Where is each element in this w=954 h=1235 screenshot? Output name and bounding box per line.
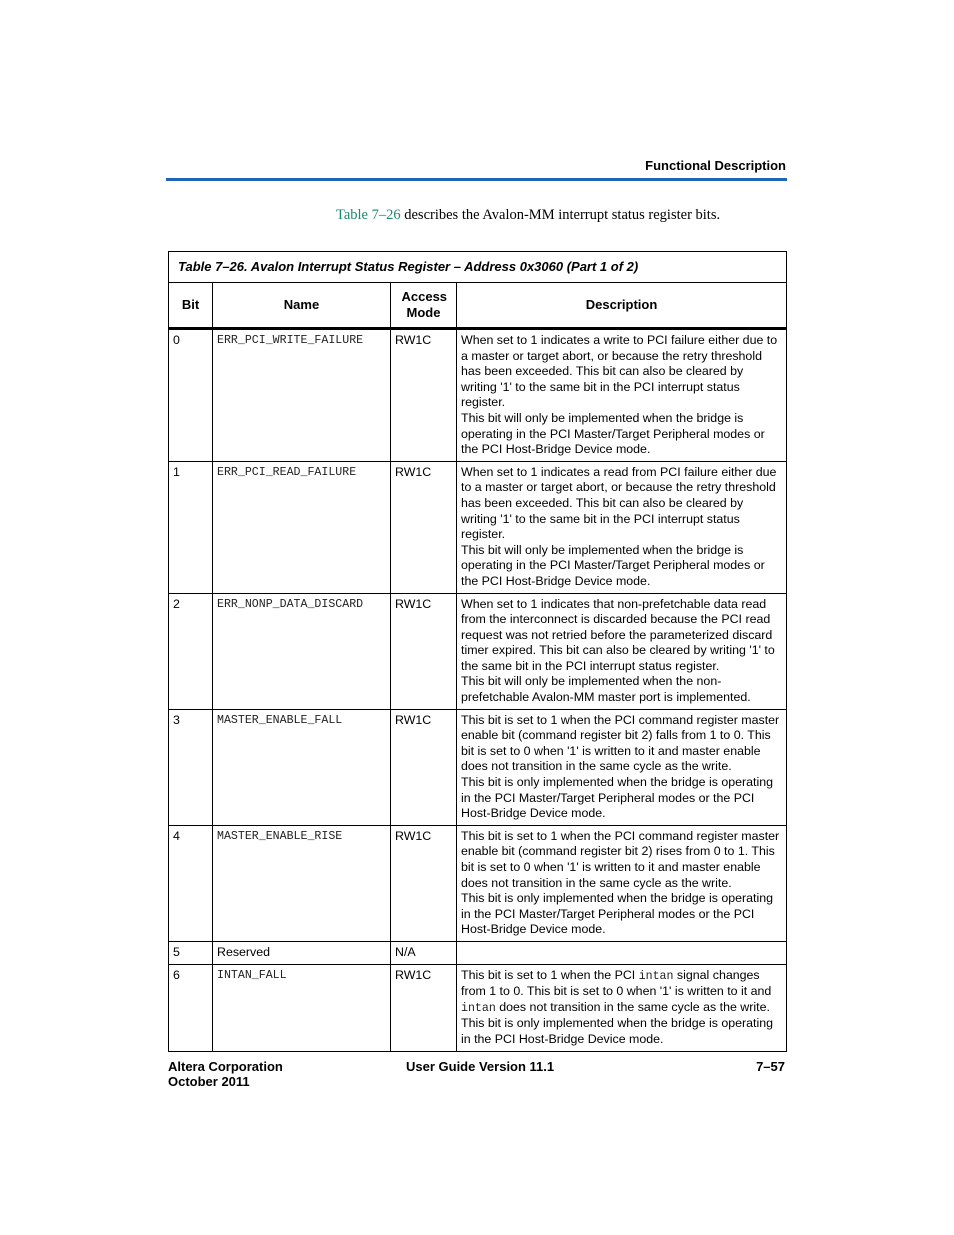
bit-cell: 0 xyxy=(169,329,213,462)
description-paragraph: This bit is only implemented when the bridge is operating in the PCI Master/Target Peripheral modes or the PCI Host-Bridge Device mode. xyxy=(461,891,773,937)
column-header-description: Description xyxy=(457,283,787,329)
description-paragraph: When set to 1 indicates that non-prefetchable data read from the interconnect is discarded because the PCI read request was not retried before the parameterized discard timer expired. This bit can also be cleared by writing '1' to the same bit in the PCI interrupt status register. xyxy=(461,596,775,673)
column-header-bit: Bit xyxy=(169,283,213,329)
name-cell: INTAN_FALL xyxy=(213,964,391,1051)
column-header-access-mode-label: Access Mode xyxy=(401,289,448,320)
description-paragraph: This bit is set to 1 when the PCI command register master enable bit (command register bit 2) rises from 0 to 1. This bit is set to 0 when '1' is written to it and master enable does not transition in the same cycle as the write. xyxy=(461,828,780,890)
name-cell: MASTER_ENABLE_FALL xyxy=(213,709,391,825)
table-caption: Table 7–26. Avalon Interrupt Status Register – Address 0x3060 (Part 1 of 2) xyxy=(169,252,787,283)
intro-text: describes the Avalon-MM interrupt status register bits. xyxy=(400,207,721,223)
bit-cell: 5 xyxy=(169,941,213,964)
bit-cell: 6 xyxy=(169,964,213,1051)
footer-company: Altera Corporation xyxy=(168,1059,283,1074)
description-paragraph xyxy=(461,968,782,1017)
description-text: does not transition in the same cycle as the write. xyxy=(495,999,770,1014)
description-paragraph: This bit is only implemented when the bridge is operating in the PCI Host-Bridge Device mode. xyxy=(461,1016,773,1046)
description-paragraph: This bit is only implemented when the bridge is operating in the PCI Master/Target Peripheral modes or the PCI Host-Bridge Device mode. xyxy=(461,775,773,821)
signal-code: intan xyxy=(638,969,674,983)
footer-page-number: 7–57 xyxy=(756,1059,785,1074)
column-header-name: Name xyxy=(213,283,391,329)
intro-paragraph xyxy=(336,207,720,224)
access-mode-cell: RW1C xyxy=(391,593,457,709)
description-cell xyxy=(457,941,787,964)
description-cell xyxy=(457,593,787,709)
register-table xyxy=(168,251,787,1052)
access-mode-cell: RW1C xyxy=(391,461,457,593)
description-cell xyxy=(457,709,787,825)
description-paragraph: This bit will only be implemented when the bridge is operating in the PCI Master/Target Peripheral modes or the PCI Host-Bridge Device mode. xyxy=(461,542,765,588)
name-cell: ERR_PCI_WRITE_FAILURE xyxy=(213,329,391,462)
footer-version: User Guide Version 11.1 xyxy=(406,1059,555,1074)
description-paragraph: When set to 1 indicates a read from PCI failure either due to a master or target abort, or because the retry threshold has been exceeded. This bit can also be cleared by writing '1' to the same bit in the PCI interrupt status register. xyxy=(461,464,777,542)
description-cell xyxy=(457,825,787,941)
bit-cell: 4 xyxy=(169,825,213,941)
name-cell: ERR_NONP_DATA_DISCARD xyxy=(213,593,391,709)
table-row xyxy=(169,329,787,462)
table-row xyxy=(169,964,787,1051)
table-row xyxy=(169,709,787,825)
description-paragraph: This bit is set to 1 when the PCI command register master enable bit (command register bit 2) falls from 1 to 0. This bit is set to 0 when '1' is written to it and master enable does not transition in the same cycle as the write. xyxy=(461,712,780,774)
access-mode-cell: RW1C xyxy=(391,329,457,462)
name-cell: MASTER_ENABLE_RISE xyxy=(213,825,391,941)
table-reference-link[interactable]: Table 7–26 xyxy=(336,207,401,223)
description-cell xyxy=(457,964,787,1051)
bit-cell: 1 xyxy=(169,461,213,593)
description-paragraph: This bit will only be implemented when the non-prefetchable Avalon-MM master port is implemented. xyxy=(461,674,751,705)
column-header-access-mode xyxy=(391,283,457,329)
name-cell: ERR_PCI_READ_FAILURE xyxy=(213,461,391,593)
signal-code: intan xyxy=(461,1001,496,1015)
description-cell xyxy=(457,329,787,462)
bit-cell: 2 xyxy=(169,593,213,709)
table-row xyxy=(169,825,787,941)
access-mode-cell: RW1C xyxy=(391,825,457,941)
description-paragraph: This bit will only be implemented when the bridge is operating in the PCI Master/Target Peripheral modes or the PCI Host-Bridge Device mode. xyxy=(461,410,765,457)
table-row xyxy=(169,461,787,593)
bit-cell: 3 xyxy=(169,709,213,825)
description-text: signal changes from 1 to 0. This bit is set to 0 when '1' is written to it and xyxy=(461,967,772,999)
access-mode-cell: N/A xyxy=(391,941,457,964)
description-paragraph: When set to 1 indicates a write to PCI failure either due to a master or target abort, or because the retry threshold has been exceeded. This bit can also be cleared by writing '1' to the same bit in the PCI interrupt status register. xyxy=(461,333,778,410)
access-mode-cell: RW1C xyxy=(391,964,457,1051)
header-divider xyxy=(166,178,787,181)
description-cell xyxy=(457,461,787,593)
table-row xyxy=(169,941,787,964)
name-cell: Reserved xyxy=(213,941,391,964)
access-mode-cell: RW1C xyxy=(391,709,457,825)
section-title: Functional Description xyxy=(645,158,786,173)
table-row xyxy=(169,593,787,709)
description-text: This bit is set to 1 when the PCI xyxy=(461,967,639,982)
footer-date: October 2011 xyxy=(168,1074,250,1089)
table-header-row xyxy=(169,283,787,329)
